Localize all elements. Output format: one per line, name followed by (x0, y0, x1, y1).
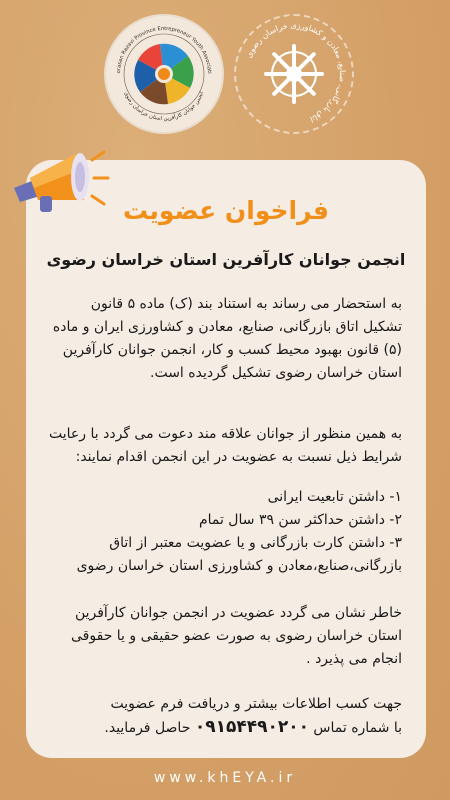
list-item: ۱- داشتن تابعیت ایرانی (267, 489, 402, 505)
note-paragraph: خاطر نشان می گردد عضویت در انجمن جوانان کارآفرین استان خراسان رضوی به صورت عضو حقیقی و یا حقوقی انجام می پذیرد . (71, 605, 402, 667)
contact-paragraph (48, 693, 402, 740)
youth-entrepreneurs-association-logo (104, 14, 224, 134)
contact-prefix: با شماره تماس (313, 720, 402, 736)
list-item: ۲- داشتن حداکثر سن ۳۹ سال تمام (198, 512, 402, 528)
contact-phone-line (48, 716, 402, 740)
contact-line: جهت کسب اطلاعات بیشتر و دریافت فرم عضویت (110, 696, 402, 712)
logo-bar (0, 14, 450, 134)
logo-right-text: اتاق بازرگانی، صنایع، معادن و کشاورزی خراسان رضوی (244, 20, 348, 124)
contact-suffix: حاصل فرمایید. (104, 720, 191, 736)
phone-number[interactable]: ۰۹۱۵۴۴۹۰۲۰۰ (194, 717, 309, 737)
page-subtitle: انجمن جوانان کارآفرین استان خراسان رضوی (46, 250, 406, 269)
logo-left-text-bottom: انجمن جوانان کارآفرین استان خراسان رضوی (122, 90, 206, 123)
list-item: ۳- داشتن کارت بازرگانی و یا عضویت معتبر از اتاق بازرگانی،صنایع،معادن و کشاورزی استان خراسان رضوی (76, 535, 402, 574)
intro-paragraph: به استحضار می رساند به استناد بند (ک) ماده ۵ قانون تشکیل اتاق بازرگانی، صنایع، معادن و کشاورزی ایران و ماده (۵) قانون بهبود محیط کسب و کار، انجمن جوانان کارآفرین استان خراسان رضوی تشکیل گردیده است. (52, 296, 402, 381)
conditions-list (48, 486, 402, 578)
logo-left-text-top: orasan Razavi Province Entrepreneur Youth Associati (115, 25, 213, 74)
chamber-of-commerce-logo (234, 14, 354, 134)
invite-paragraph: به همین منظور از جوانان علاقه مند دعوت می گردد با رعایت شرایط ذیل نسبت به عضویت در این انجمن اقدام نمایند: (49, 426, 402, 465)
page-title: فراخوان عضویت (122, 196, 330, 225)
website-link[interactable]: www.khEYA.ir (153, 770, 297, 786)
